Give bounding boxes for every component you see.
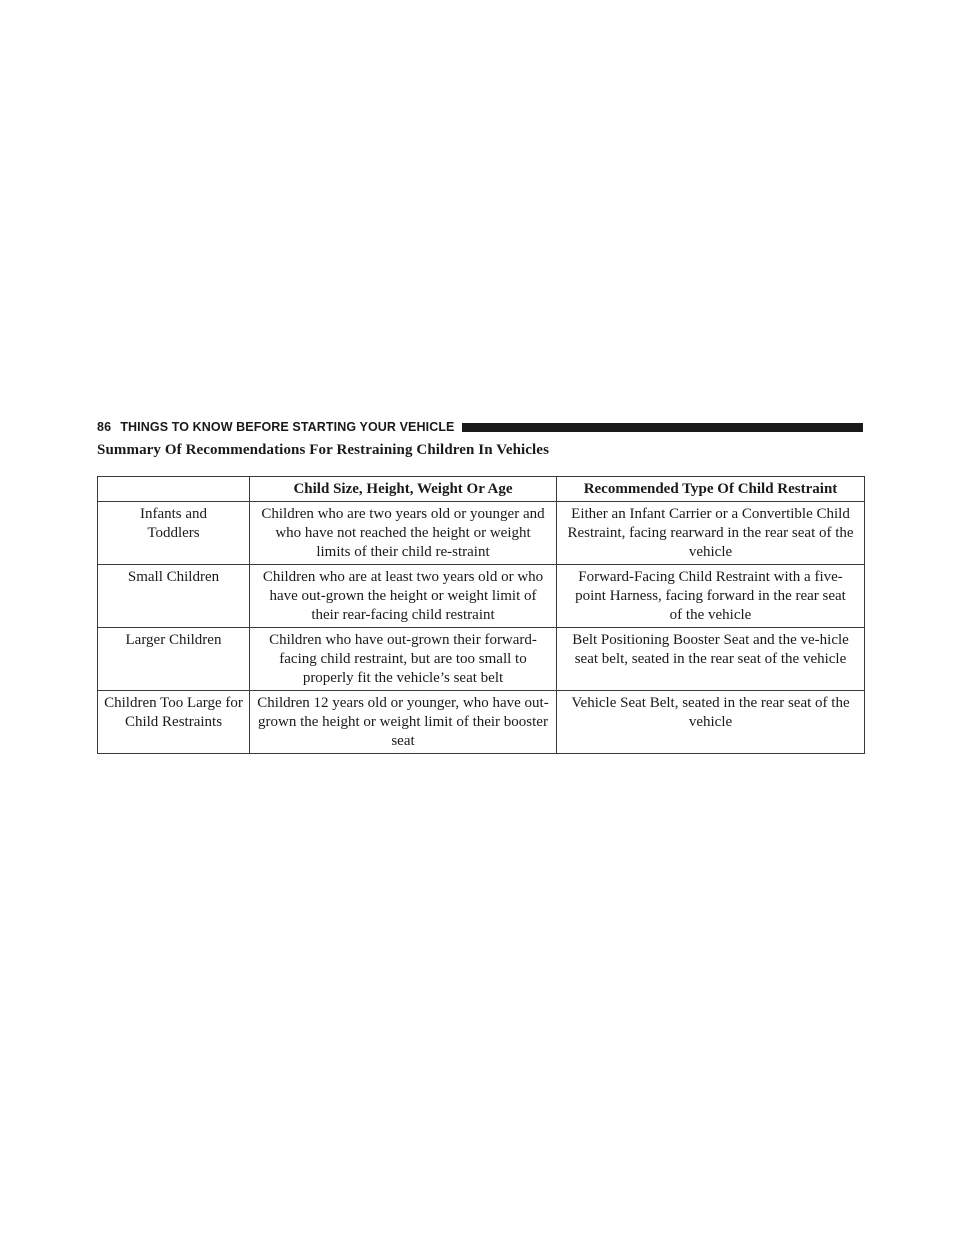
table-row: [98, 565, 865, 628]
page-header: [97, 418, 863, 436]
cell-size: Children who are at least two years old or who have out-grown the height or weight limit of their rear-facing child restraint: [250, 565, 557, 628]
table-row: [98, 691, 865, 754]
table-row: [98, 628, 865, 691]
cell-size: Children who are two years old or younger and who have not reached the height or weight limits of their child re-straint: [250, 502, 557, 565]
cell-restraint: Belt Positioning Booster Seat and the ve-hicle seat belt, seated in the rear seat of the vehicle: [557, 628, 865, 691]
section-title: THINGS TO KNOW BEFORE STARTING YOUR VEHICLE: [120, 420, 455, 434]
cell-category: Infants and Toddlers: [98, 502, 250, 565]
column-header-restraint: Recommended Type Of Child Restraint: [557, 477, 865, 502]
table-heading: Summary Of Recommendations For Restraining Children In Vehicles: [97, 442, 550, 458]
column-header-category: [98, 477, 250, 502]
cell-restraint: Either an Infant Carrier or a Convertible Child Restraint, facing rearward in the rear seat of the vehicle: [557, 502, 865, 565]
table-header-row: [98, 477, 865, 502]
table-row: [98, 502, 865, 565]
cell-category: Children Too Large for Child Restraints: [98, 691, 250, 754]
cell-category: Larger Children: [98, 628, 250, 691]
cell-category: Small Children: [98, 565, 250, 628]
header-rule: [462, 423, 864, 432]
cell-size: Children 12 years old or younger, who have out-grown the height or weight limit of their booster seat: [250, 691, 557, 754]
cell-restraint: Forward-Facing Child Restraint with a five-point Harness, facing forward in the rear seat of the vehicle: [557, 565, 865, 628]
cell-restraint: Vehicle Seat Belt, seated in the rear seat of the vehicle: [557, 691, 865, 754]
page-number: 86: [97, 420, 112, 434]
column-header-size: Child Size, Height, Weight Or Age: [250, 477, 557, 502]
cell-size: Children who have out-grown their forward-facing child restraint, but are too small to properly fit the vehicle’s seat belt: [250, 628, 557, 691]
recommendations-table: [97, 476, 865, 754]
